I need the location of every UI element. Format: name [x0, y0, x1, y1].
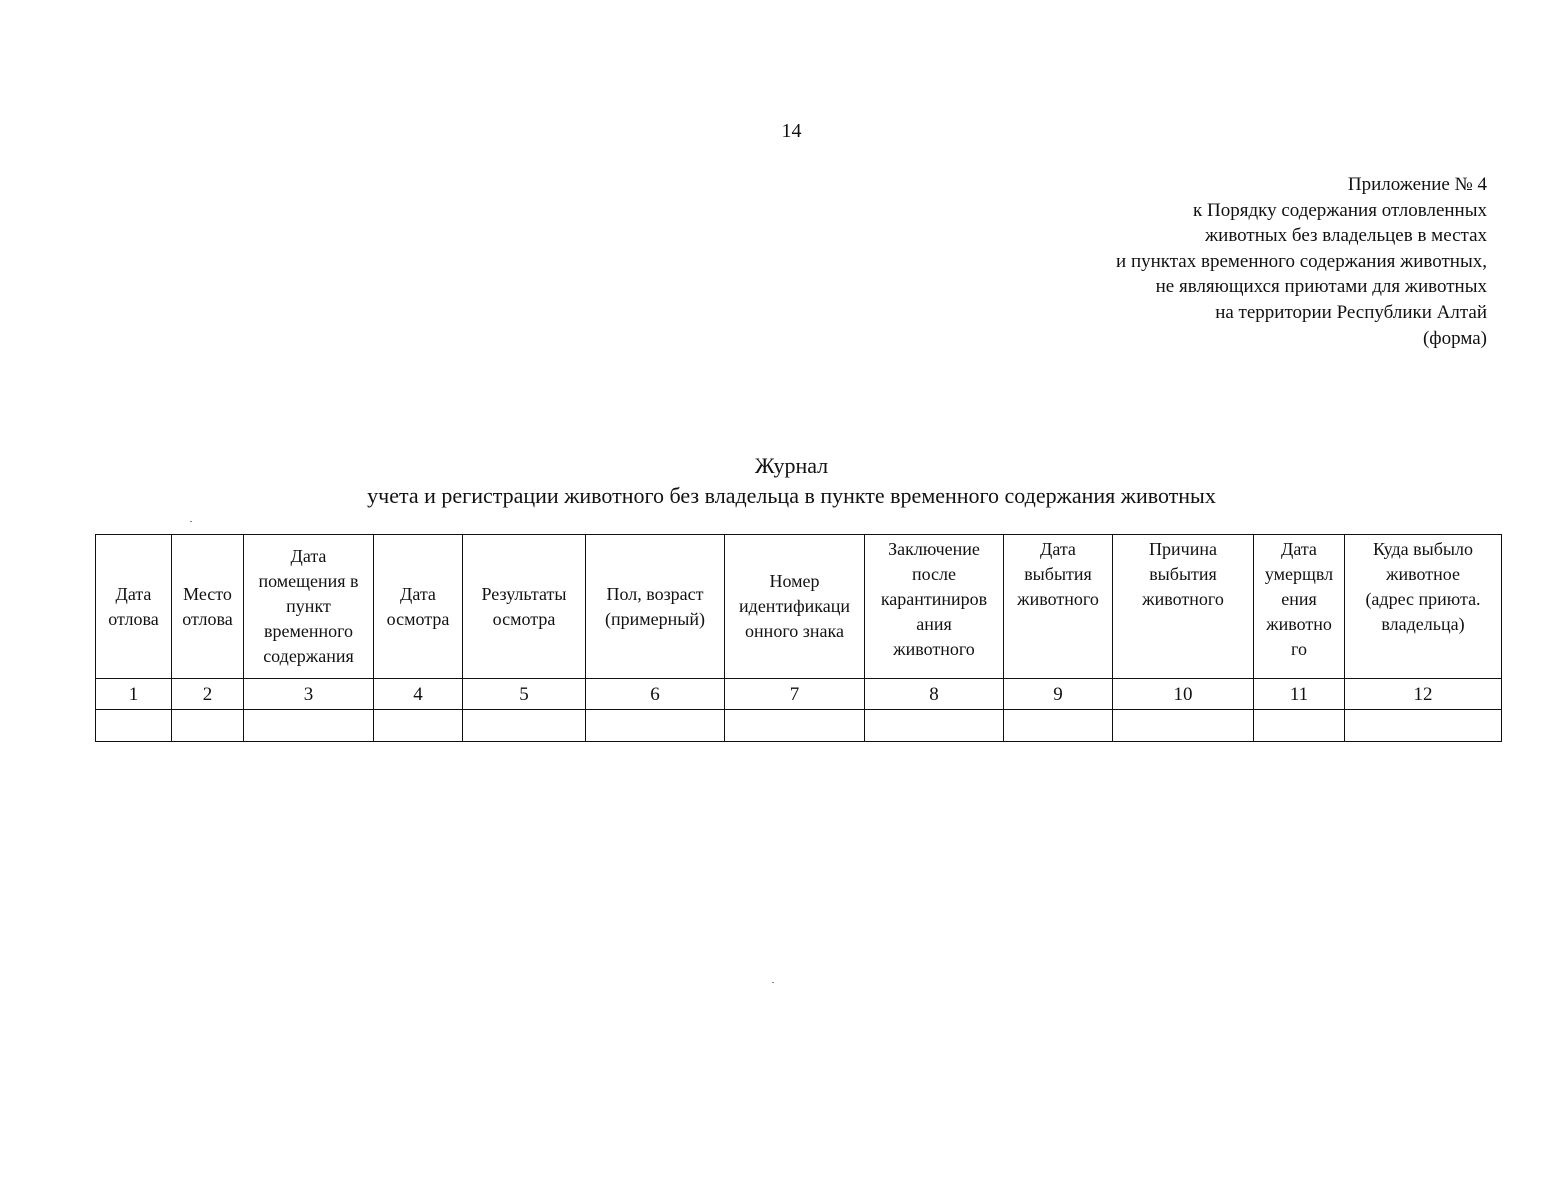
scan-speck	[190, 521, 192, 522]
appendix-line: на территории Республики Алтай	[1215, 301, 1487, 323]
scan-speck	[772, 982, 774, 983]
column-number: 6	[586, 679, 725, 710]
column-number: 4	[374, 679, 463, 710]
column-header: Номер идентификаци онного знака	[725, 535, 865, 679]
column-number-row	[96, 679, 1502, 710]
column-number: 2	[172, 679, 244, 710]
page-number: 14	[781, 120, 802, 142]
header-row	[96, 535, 1502, 679]
appendix-line: (форма)	[1422, 327, 1487, 349]
column-number: 11	[1254, 679, 1345, 710]
empty-cell	[725, 710, 865, 742]
appendix-block	[1116, 172, 1487, 351]
empty-cell	[172, 710, 244, 742]
column-number: 10	[1113, 679, 1254, 710]
appendix-line: и пунктах временного содержания животных,	[1116, 250, 1487, 272]
column-header: Причина выбытия животного	[1113, 535, 1254, 679]
column-header: Дата осмотра	[374, 535, 463, 679]
empty-cell	[463, 710, 586, 742]
column-header: Результаты осмотра	[463, 535, 586, 679]
column-header: Дата помещения в пункт временного содержания	[244, 535, 374, 679]
empty-cell	[96, 710, 172, 742]
column-number: 9	[1004, 679, 1113, 710]
column-header: Место отлова	[172, 535, 244, 679]
column-number: 12	[1345, 679, 1502, 710]
column-header: Дата отлова	[96, 535, 172, 679]
appendix-line: животных без владельцев в местах	[1205, 225, 1487, 247]
empty-cell	[1345, 710, 1502, 742]
appendix-line: к Порядку содержания отловленных	[1193, 199, 1487, 221]
journal-title: Журнал	[754, 453, 829, 478]
empty-cell	[865, 710, 1004, 742]
column-header: Дата выбытия животного	[1004, 535, 1113, 679]
appendix-line: Приложение № 4	[1347, 174, 1487, 195]
column-header: Куда выбыло животное (адрес приюта. владельца)	[1345, 535, 1502, 679]
empty-cell	[1254, 710, 1345, 742]
empty-cell	[586, 710, 725, 742]
journal-table	[95, 534, 1502, 742]
empty-cell	[1004, 710, 1113, 742]
column-number: 3	[244, 679, 374, 710]
journal-subtitle: учета и регистрации животного без владельца в пункте временного содержания животных	[367, 483, 1216, 508]
column-number: 8	[865, 679, 1004, 710]
empty-cell	[1113, 710, 1254, 742]
empty-cell	[244, 710, 374, 742]
appendix-line: не являющихся приютами для животных	[1155, 276, 1487, 298]
column-number: 7	[725, 679, 865, 710]
column-header: Дата умерщвл ения животно го	[1254, 535, 1345, 679]
column-number: 1	[96, 679, 172, 710]
column-header: Пол, возраст (примерный)	[586, 535, 725, 679]
empty-cell	[374, 710, 463, 742]
column-header: Заключение после карантиниров ания животного	[865, 535, 1004, 679]
empty-data-row	[96, 710, 1502, 742]
column-number: 5	[463, 679, 586, 710]
